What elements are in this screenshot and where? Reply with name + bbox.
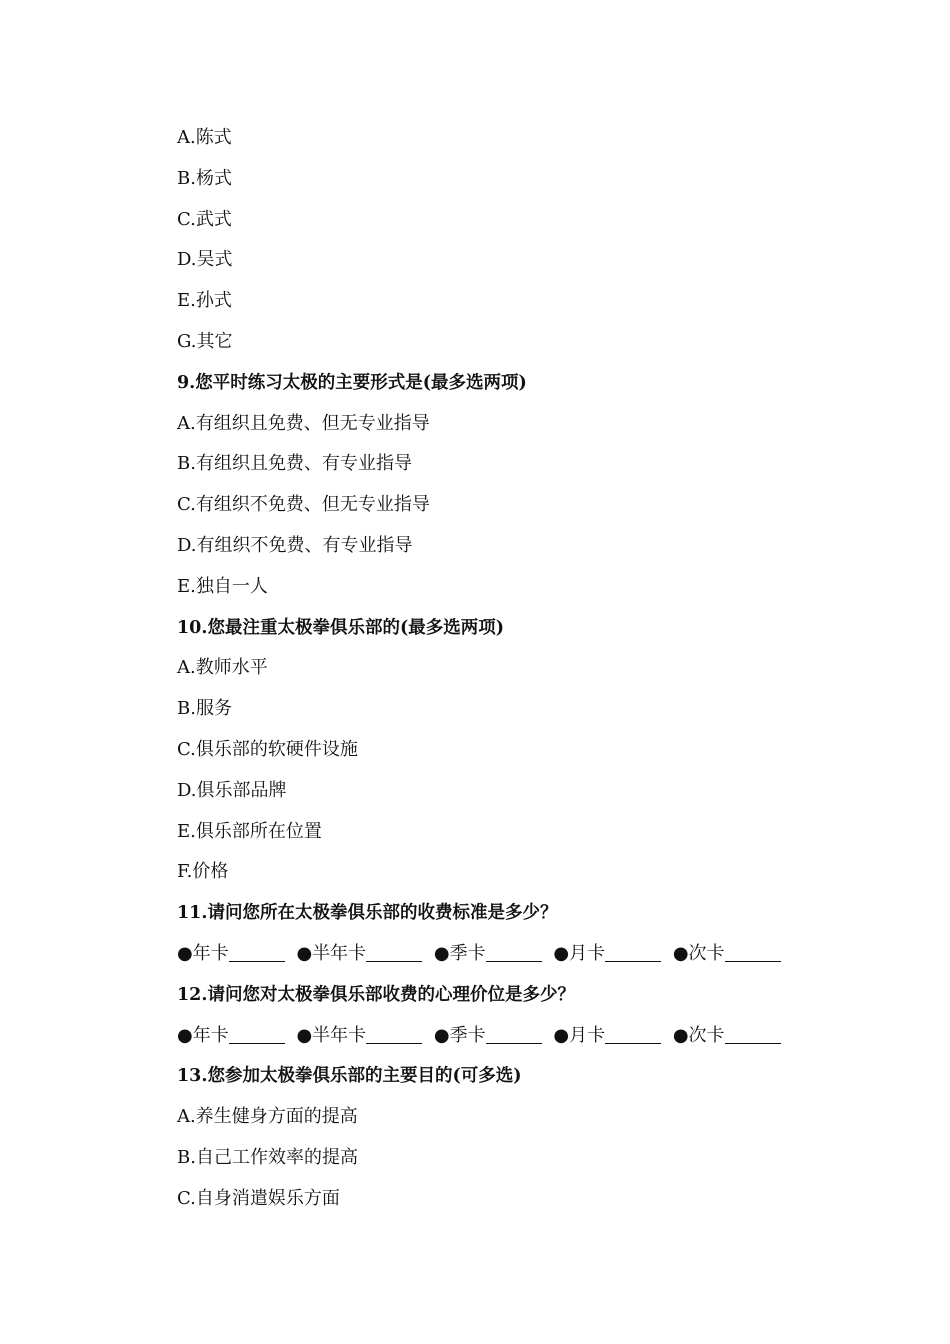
q13-option-c: C.自身消遣娱乐方面 xyxy=(177,1187,340,1209)
q8-option-d: D.吴式 xyxy=(177,249,233,271)
blank-line[interactable] xyxy=(229,960,285,962)
q10-title: 10.您最注重太极拳俱乐部的(最多选两项) xyxy=(177,617,505,638)
q10-option-c: C.俱乐部的软硬件设施 xyxy=(177,738,358,760)
blank-line[interactable] xyxy=(366,960,422,962)
q12-title: 12.请问您对太极拳俱乐部收费的心理价位是多少？ xyxy=(177,984,575,1005)
q12-fee-fields xyxy=(177,1016,877,1057)
blank-line[interactable] xyxy=(725,960,781,962)
q11-field-month[interactable] xyxy=(553,943,661,964)
q13-title: 13.您参加太极拳俱乐部的主要目的(可多选) xyxy=(177,1066,522,1087)
field-label: ●月卡 xyxy=(553,1024,606,1046)
blank-line[interactable] xyxy=(605,960,661,962)
q8-option-c: C.武式 xyxy=(177,208,232,230)
q12-field-month[interactable] xyxy=(553,1025,661,1046)
q12-field-quarter[interactable] xyxy=(434,1025,542,1046)
blank-line[interactable] xyxy=(605,1042,661,1044)
blank-line[interactable] xyxy=(486,960,542,962)
q10-option-f: F.价格 xyxy=(177,861,229,883)
q9-option-b: B.有组织且免费、有专业指导 xyxy=(177,453,412,475)
field-label: ●半年卡 xyxy=(296,942,367,964)
q10-option-e: E.俱乐部所在位置 xyxy=(177,820,322,842)
q11-fee-fields xyxy=(177,934,877,975)
q9-option-c: C.有组织不免费、但无专业指导 xyxy=(177,494,430,516)
q9-option-e: E.独自一人 xyxy=(177,575,268,597)
q8-option-b: B.杨式 xyxy=(177,167,232,189)
field-label: ●半年卡 xyxy=(296,1024,367,1046)
blank-line[interactable] xyxy=(366,1042,422,1044)
q13-option-a: A.养生健身方面的提高 xyxy=(177,1106,358,1128)
q11-title: 11.请问您所在太极拳俱乐部的收费标准是多少？ xyxy=(177,903,558,924)
q10-option-d: D.俱乐部品牌 xyxy=(177,779,287,801)
q11-field-quarter[interactable] xyxy=(434,943,542,964)
q12-field-half-year[interactable] xyxy=(296,1025,422,1046)
q9-title: 9.您平时练习太极的主要形式是(最多选两项) xyxy=(177,372,527,393)
q11-field-per-visit[interactable] xyxy=(673,943,781,964)
q13-option-b: B.自己工作效率的提高 xyxy=(177,1146,358,1168)
blank-line[interactable] xyxy=(486,1042,542,1044)
q10-option-a: A.教师水平 xyxy=(177,657,268,679)
q11-field-annual[interactable] xyxy=(177,943,285,964)
questionnaire-content xyxy=(177,118,877,1220)
q9-option-d: D.有组织不免费、有专业指导 xyxy=(177,534,413,556)
blank-line[interactable] xyxy=(229,1042,285,1044)
field-label: ●年卡 xyxy=(177,1024,229,1046)
field-label: ●次卡 xyxy=(672,942,725,964)
field-label: ●年卡 xyxy=(177,942,229,964)
field-label: ●次卡 xyxy=(672,1024,725,1046)
q11-field-half-year[interactable] xyxy=(296,943,422,964)
q12-field-per-visit[interactable] xyxy=(673,1025,781,1046)
field-label: ●月卡 xyxy=(553,942,606,964)
q8-option-g: G.其它 xyxy=(177,330,233,352)
q9-option-a: A.有组织且免费、但无专业指导 xyxy=(177,412,430,434)
q8-option-e: E.孙式 xyxy=(177,290,232,312)
q8-option-a: A.陈式 xyxy=(177,127,232,148)
field-label: ●季卡 xyxy=(433,942,486,964)
q10-option-b: B.服务 xyxy=(177,698,232,720)
q12-field-annual[interactable] xyxy=(177,1025,285,1046)
field-label: ●季卡 xyxy=(433,1024,486,1046)
blank-line[interactable] xyxy=(725,1042,781,1044)
